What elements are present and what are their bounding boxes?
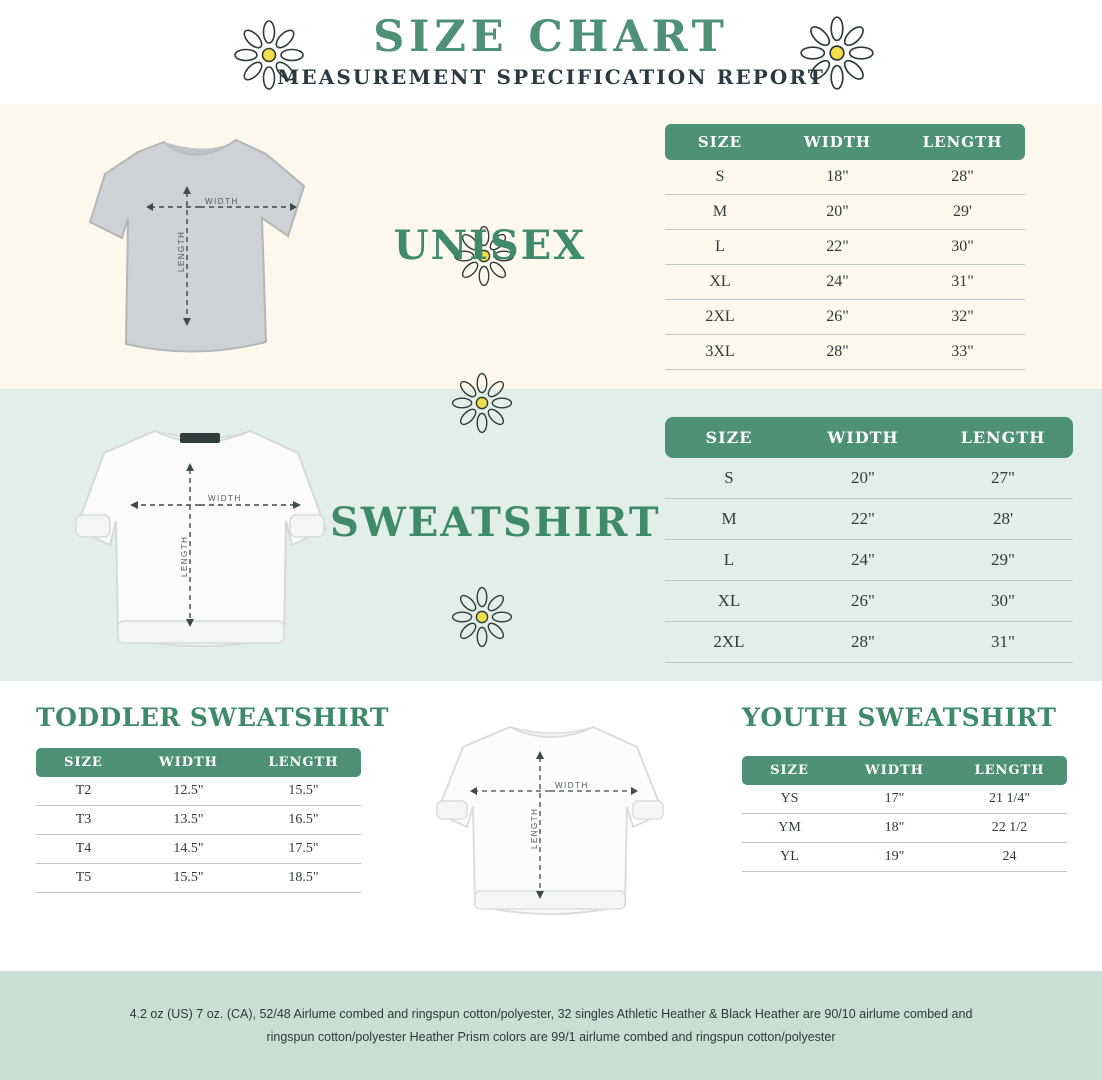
- column-header-length: LENGTH: [952, 756, 1067, 785]
- section-title-youth: YOUTH SWEATSHIRT: [742, 703, 1057, 732]
- toddler-size-table: [36, 748, 361, 893]
- table-row: [665, 499, 1073, 540]
- cell-size: YM: [742, 814, 837, 843]
- cell-size: M: [665, 499, 793, 540]
- column-header-width: WIDTH: [131, 748, 246, 777]
- table-row: [665, 160, 1025, 195]
- cell-size: S: [665, 458, 793, 499]
- table-row: [742, 814, 1067, 843]
- cell-width: 20": [775, 195, 900, 230]
- cell-width: 13.5": [131, 806, 246, 835]
- section-sweatshirt: [0, 389, 1102, 681]
- table-header-row: [665, 124, 1025, 160]
- table-row: [665, 195, 1025, 230]
- cell-size: T4: [36, 835, 131, 864]
- cell-width: 14.5": [131, 835, 246, 864]
- table-row: [665, 265, 1025, 300]
- unisex-length-label: LENGTH: [177, 230, 186, 272]
- cell-size: S: [665, 160, 775, 195]
- page-header: [0, 0, 1102, 104]
- cell-size: M: [665, 195, 775, 230]
- daisy-icon: [450, 371, 514, 440]
- cell-length: 29': [900, 195, 1025, 230]
- column-header-width: WIDTH: [837, 756, 952, 785]
- cell-size: T3: [36, 806, 131, 835]
- unisex-size-table: [665, 124, 1025, 370]
- cell-width: 26": [775, 300, 900, 335]
- column-header-length: LENGTH: [246, 748, 361, 777]
- cell-size: YS: [742, 785, 837, 814]
- footer-line-2: ringspun cotton/polyester Heather Prism colors are 99/1 airlume combed and ringspun cotton/polyester: [266, 1029, 836, 1044]
- cell-width: 12.5": [131, 777, 246, 806]
- youth-length-label: LENGTH: [530, 807, 539, 849]
- cell-length: 32": [900, 300, 1025, 335]
- section-unisex: [0, 104, 1102, 389]
- youth-sweatshirt-image: [400, 709, 700, 944]
- footer-note: [0, 971, 1102, 1080]
- table-row: [665, 622, 1073, 663]
- cell-width: 18": [775, 160, 900, 195]
- table-row: [665, 581, 1073, 622]
- cell-size: T5: [36, 864, 131, 893]
- table-header-row: [742, 756, 1067, 785]
- youth-size-table: [742, 756, 1067, 872]
- table-header-row: [665, 417, 1073, 458]
- cell-length: 27": [933, 458, 1073, 499]
- column-header-size: SIZE: [742, 756, 837, 785]
- cell-length: 18.5": [246, 864, 361, 893]
- cell-width: 18": [837, 814, 952, 843]
- cell-length: 30": [900, 230, 1025, 265]
- section-youth: [742, 703, 1067, 872]
- daisy-icon: [450, 585, 514, 654]
- column-header-width: WIDTH: [775, 124, 900, 160]
- unisex-tshirt-image: [60, 122, 330, 377]
- cell-size: XL: [665, 581, 793, 622]
- cell-length: 31": [900, 265, 1025, 300]
- table-row: [665, 335, 1025, 370]
- column-header-width: WIDTH: [793, 417, 933, 458]
- table-row: [665, 300, 1025, 335]
- column-header-size: SIZE: [36, 748, 131, 777]
- table-header-row: [36, 748, 361, 777]
- cell-width: 24": [793, 540, 933, 581]
- cell-width: 17": [837, 785, 952, 814]
- cell-length: 28": [900, 160, 1025, 195]
- sweatshirt-width-label: WIDTH: [208, 494, 242, 503]
- cell-size: XL: [665, 265, 775, 300]
- cell-width: 24": [775, 265, 900, 300]
- daisy-icon: [232, 18, 306, 92]
- sweatshirt-size-table: [665, 417, 1073, 663]
- page-subtitle: MEASUREMENT SPECIFICATION REPORT: [277, 64, 825, 89]
- section-title-unisex: UNISEX: [393, 222, 587, 269]
- table-row: [665, 540, 1073, 581]
- cell-width: 15.5": [131, 864, 246, 893]
- section-title-toddler: TODDLER SWEATSHIRT: [36, 703, 389, 732]
- cell-size: 3XL: [665, 335, 775, 370]
- cell-length: 29": [933, 540, 1073, 581]
- cell-width: 28": [775, 335, 900, 370]
- section-kids: [0, 681, 1102, 971]
- cell-width: 26": [793, 581, 933, 622]
- cell-length: 15.5": [246, 777, 361, 806]
- column-header-length: LENGTH: [900, 124, 1025, 160]
- daisy-icon: [798, 14, 876, 92]
- section-toddler: [36, 703, 389, 893]
- cell-size: 2XL: [665, 622, 793, 663]
- cell-length: 33": [900, 335, 1025, 370]
- table-row: [665, 458, 1073, 499]
- table-row: [742, 843, 1067, 872]
- table-row: [36, 806, 361, 835]
- cell-length: 28': [933, 499, 1073, 540]
- cell-length: 30": [933, 581, 1073, 622]
- youth-width-label: WIDTH: [555, 781, 589, 790]
- column-header-size: SIZE: [665, 124, 775, 160]
- cell-length: 17.5": [246, 835, 361, 864]
- table-row: [36, 864, 361, 893]
- page-title: SIZE CHART: [373, 12, 729, 63]
- cell-length: 31": [933, 622, 1073, 663]
- cell-width: 22": [793, 499, 933, 540]
- table-row: [36, 777, 361, 806]
- sweatshirt-image: [60, 409, 340, 674]
- footer-line-1: 4.2 oz (US) 7 oz. (CA), 52/48 Airlume combed and ringspun cotton/polyester, 32 singles Athletic Heather & Black Heather are 90/10 airlume combed and: [129, 1007, 973, 1021]
- cell-width: 22": [775, 230, 900, 265]
- cell-size: L: [665, 230, 775, 265]
- cell-width: 28": [793, 622, 933, 663]
- sweatshirt-length-label: LENGTH: [180, 535, 189, 577]
- cell-size: 2XL: [665, 300, 775, 335]
- cell-width: 20": [793, 458, 933, 499]
- column-header-length: LENGTH: [933, 417, 1073, 458]
- cell-size: T2: [36, 777, 131, 806]
- cell-size: L: [665, 540, 793, 581]
- cell-length: 24: [952, 843, 1067, 872]
- unisex-width-label: WIDTH: [205, 197, 239, 206]
- column-header-size: SIZE: [665, 417, 793, 458]
- cell-length: 22 1/2: [952, 814, 1067, 843]
- cell-size: YL: [742, 843, 837, 872]
- section-title-sweatshirt: SWEATSHIRT: [330, 499, 661, 546]
- cell-length: 21 1/4": [952, 785, 1067, 814]
- table-row: [36, 835, 361, 864]
- table-row: [742, 785, 1067, 814]
- table-row: [665, 230, 1025, 265]
- cell-width: 19": [837, 843, 952, 872]
- cell-length: 16.5": [246, 806, 361, 835]
